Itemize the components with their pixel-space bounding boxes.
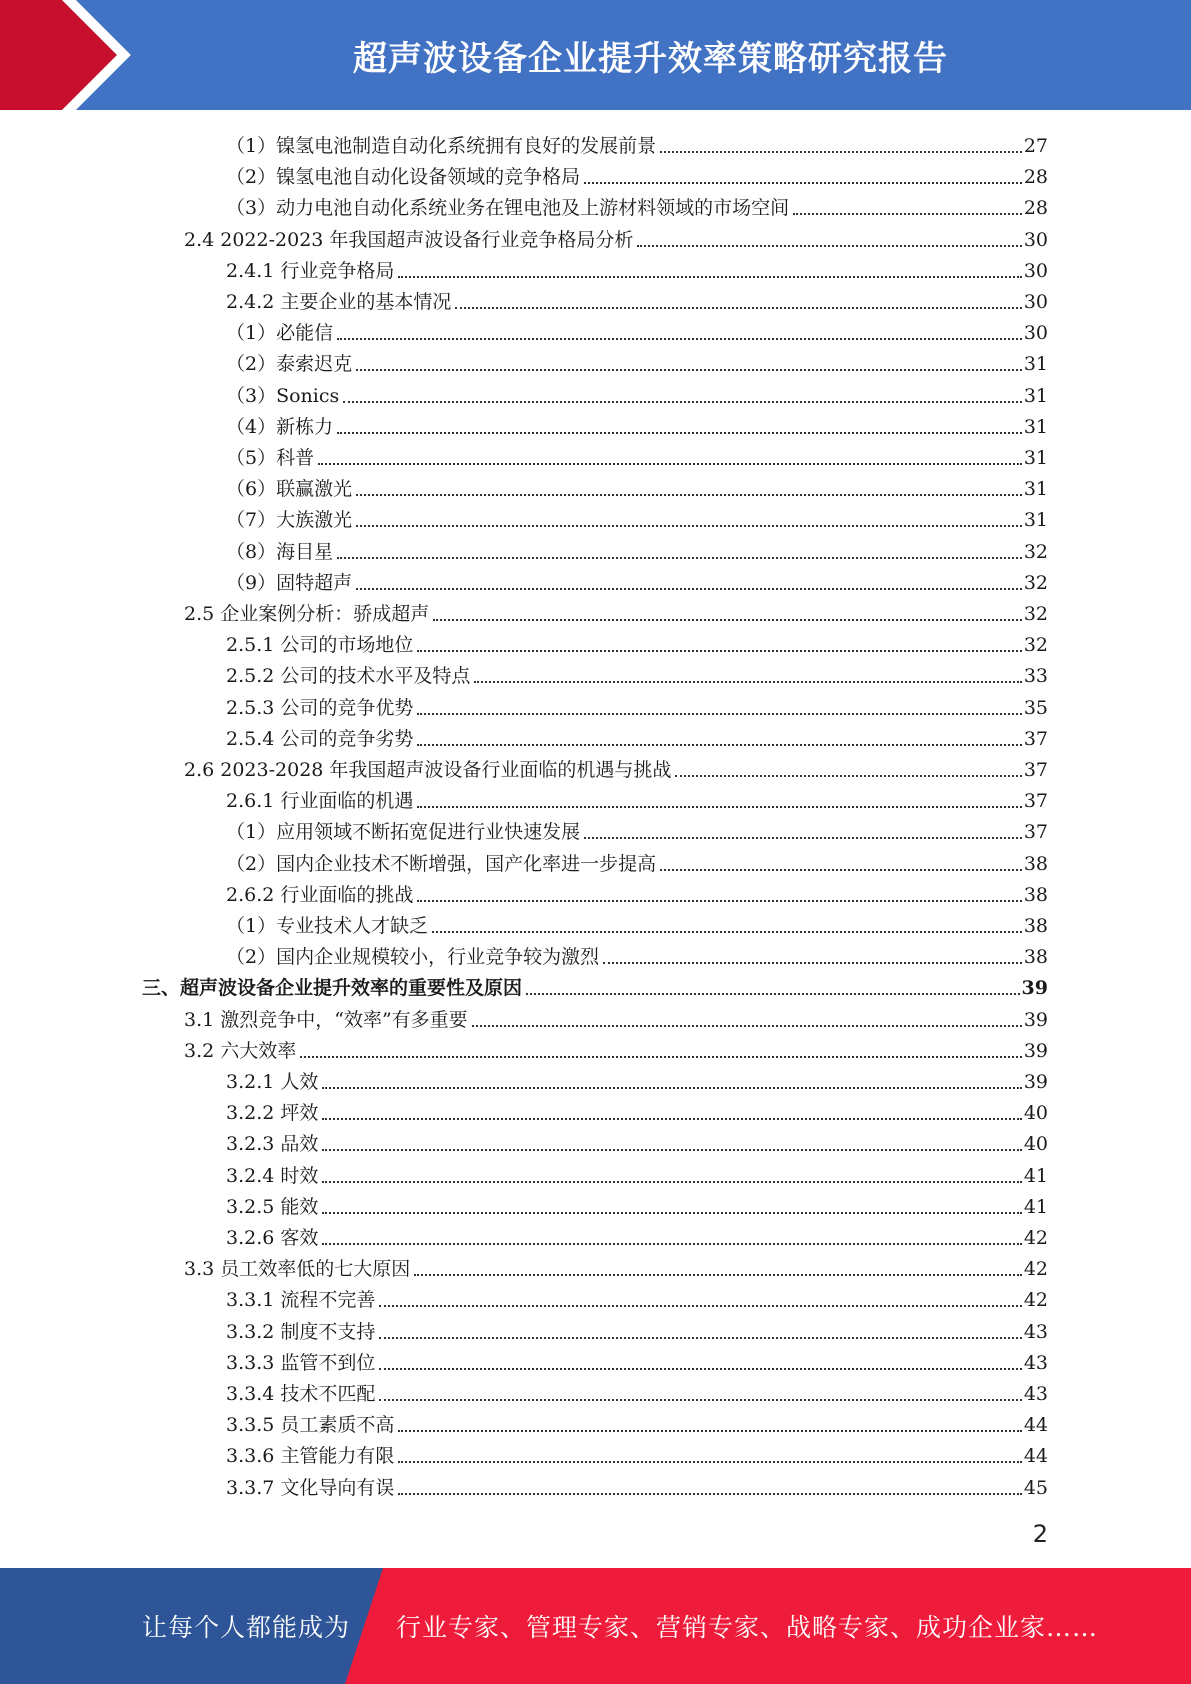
toc-entry-label: （3）动力电池自动化系统业务在锂电池及上游材料领域的市场空间 [226,197,790,220]
toc-entry-page: 40 [1023,1102,1048,1125]
toc-entry-label: （3）Sonics [226,384,340,407]
toc-dot-leader [398,1493,1021,1495]
toc-entry-page: 41 [1023,1164,1048,1187]
toc-dot-leader [318,463,1022,465]
toc-entry-label: 3.3.2 制度不支持 [226,1320,376,1343]
toc-entry[interactable] [184,1032,1048,1063]
toc-entry[interactable] [226,1188,1048,1219]
toc-entry-label: （5）科普 [226,447,315,469]
toc-entry[interactable] [226,813,1048,844]
toc-dot-leader [337,557,1022,559]
toc-entry[interactable] [226,252,1048,283]
toc-entry-label: 3.3.5 员工素质不高 [226,1414,395,1437]
toc-dot-leader [660,869,1022,871]
toc-entry-label: 2.5.2 公司的技术水平及特点 [226,665,471,688]
toc-entry-page: 31 [1023,509,1048,532]
toc-entry-label: （8）海目星 [226,540,334,563]
toc-entry-page: 32 [1023,540,1048,563]
toc-entry-label: （1）专业技术人才缺乏 [226,915,429,937]
toc-entry-page: 37 [1023,790,1048,813]
toc-entry[interactable] [226,1063,1048,1094]
toc-entry[interactable] [226,1344,1048,1375]
toc-entry-label: 3.2.5 能效 [226,1195,319,1218]
toc-entry-page: 39 [1023,1008,1048,1031]
toc-entry[interactable] [226,470,1048,501]
toc-entry-label: （6）联赢激光 [226,478,353,501]
footer-slogan-left: 让每个人都能成为 [142,1613,351,1642]
toc-dot-leader [322,1243,1021,1245]
toc-dot-leader [414,1274,1022,1276]
toc-entry[interactable] [226,876,1048,907]
toc-dot-leader [343,401,1022,403]
toc-entry[interactable] [226,1375,1048,1406]
toc-entry-page: 43 [1023,1383,1048,1405]
toc-entry[interactable] [226,439,1048,470]
toc-entry-page: 32 [1023,603,1048,625]
toc-entry-page: 44 [1023,1445,1048,1468]
toc-entry-page: 30 [1023,291,1048,313]
toc-entry-page: 40 [1023,1133,1048,1156]
toc-entry[interactable] [226,314,1048,345]
toc-entry-label: 2.5 企业案例分析：骄成超声 [184,603,430,625]
toc-entry-label: 2.5.3 公司的竞争优势 [226,696,414,719]
toc-entry[interactable] [184,751,1048,782]
toc-entry-page: 43 [1023,1320,1048,1343]
toc-dot-leader [417,744,1021,746]
toc-entry-label: 2.5.4 公司的竞争劣势 [226,727,414,750]
toc-entry-page: 32 [1023,634,1048,657]
page-header [0,0,1191,110]
toc-entry-label: （1）镍氢电池制造自动化系统拥有良好的发展前景 [226,135,657,157]
toc-dot-leader [322,1087,1021,1089]
toc-entry[interactable] [226,938,1048,969]
toc-entry-label: 3.2.6 客效 [226,1227,319,1249]
toc-entry[interactable] [226,782,1048,813]
toc-entry[interactable] [226,1406,1048,1437]
toc-entry-label: 2.6.1 行业面临的机遇 [226,790,414,813]
toc-entry-label: （1）应用领域不断拓宽促进行业快速发展 [226,821,581,844]
toc-entry[interactable] [226,1219,1048,1250]
report-title: 超声波设备企业提升效率策略研究报告 [353,38,948,79]
toc-entry-label: 2.6 2023-2028 年我国超声波设备行业面临的机遇与挑战 [184,759,672,781]
toc-entry-label: 3.2.1 人效 [226,1071,319,1093]
toc-entry-page: 30 [1023,228,1048,251]
toc-entry[interactable] [226,1313,1048,1344]
toc-entry[interactable] [226,689,1048,720]
toc-entry[interactable] [226,845,1048,876]
toc-entry-page: 33 [1023,665,1048,688]
toc-entry-label: （2）镍氢电池自动化设备领域的竞争格局 [226,166,581,189]
toc-dot-leader [356,525,1022,527]
toc-dot-leader [398,1461,1021,1463]
toc-dot-leader [379,1305,1021,1307]
toc-entry-page: 38 [1023,883,1048,906]
toc-dot-leader [417,900,1021,902]
toc-dot-leader [322,1212,1021,1214]
toc-entry-label: 3.2 六大效率 [184,1039,297,1062]
toc-entry-label: 3.3.6 主管能力有限 [226,1445,395,1468]
toc-dot-leader [322,1118,1021,1120]
toc-entry-page: 44 [1023,1414,1048,1437]
toc-dot-leader [379,1337,1021,1339]
toc-entry[interactable] [226,1157,1048,1188]
page-number: 2 [1032,1520,1048,1548]
toc-entry[interactable] [226,626,1048,657]
toc-entry[interactable] [226,533,1048,564]
toc-entry-page: 37 [1023,727,1048,750]
toc-entry-page: 37 [1023,821,1048,844]
toc-entry-page: 27 [1023,135,1048,157]
toc-entry-page: 38 [1023,946,1048,969]
toc-dot-leader [417,650,1021,652]
toc-dot-leader [322,1149,1021,1151]
toc-entry[interactable] [226,158,1048,189]
toc-entry-page: 31 [1023,415,1048,438]
toc-entry[interactable] [184,1001,1048,1032]
toc-entry-label: 三、超声波设备企业提升效率的重要性及原因 [142,977,523,1000]
toc-entry-page: 35 [1023,696,1048,719]
toc-entry[interactable] [226,408,1048,439]
toc-dot-leader [300,1056,1022,1058]
toc-entry-page: 38 [1023,852,1048,875]
toc-entry[interactable] [226,1281,1048,1312]
toc-dot-leader [417,806,1021,808]
toc-entry-page: 39 [1023,1039,1048,1062]
toc-dot-leader [433,619,1022,621]
toc-entry-label: 3.1 激烈竞争中，“效率”有多重要 [184,1008,468,1031]
toc-dot-leader [432,931,1022,933]
toc-entry-page: 31 [1023,478,1048,501]
toc-dot-leader [398,1430,1021,1432]
toc-dot-leader [356,494,1022,496]
toc-entry-label: 3.3 员工效率低的七大原因 [184,1258,411,1281]
toc-dot-leader [637,245,1021,247]
toc-entry-label: （9）固特超声 [226,571,353,594]
toc-entry-page: 31 [1023,447,1048,469]
toc-dot-leader [337,432,1022,434]
toc-entry[interactable] [184,595,1048,626]
toc-entry-label: （2）国内企业规模较小，行业竞争较为激烈 [226,946,600,969]
toc-entry-page: 28 [1023,166,1048,189]
toc-entry[interactable] [226,1437,1048,1468]
toc-entry-label: （2）泰索迟克 [226,353,353,376]
toc-entry-label: 3.2.4 时效 [226,1164,319,1187]
toc-dot-leader [455,307,1021,309]
toc-dot-leader [379,1368,1021,1370]
toc-entry-label: 3.2.3 品效 [226,1133,319,1156]
toc-entry-label: （7）大族激光 [226,509,353,532]
toc-dot-leader [603,962,1022,964]
toc-entry[interactable] [226,345,1048,376]
toc-entry[interactable] [226,907,1048,938]
toc-entry-label: 2.5.1 公司的市场地位 [226,634,414,657]
header-arrow-decoration [0,0,150,110]
toc-dot-leader [584,182,1022,184]
toc-entry[interactable] [226,189,1048,220]
toc-entry-label: 2.4.2 主要企业的基本情况 [226,291,452,313]
page-footer [0,1568,1191,1684]
toc-entry[interactable] [226,720,1048,751]
toc-entry[interactable] [226,1469,1048,1500]
toc-entry-page: 37 [1023,759,1048,781]
toc-entry-label: （1）必能信 [226,322,334,345]
toc-entry[interactable] [184,221,1048,252]
toc-entry-page: 39 [1021,977,1048,1000]
toc-dot-leader [417,713,1021,715]
toc-entry[interactable] [226,657,1048,688]
toc-entry-page: 30 [1023,322,1048,345]
toc-dot-leader [472,1025,1022,1027]
toc-entry-label: 3.3.7 文化导向有误 [226,1476,395,1499]
toc-dot-leader [660,151,1022,153]
toc-entry[interactable] [226,501,1048,532]
toc-entry[interactable] [226,1125,1048,1156]
toc-entry-page: 31 [1023,384,1048,407]
toc-entry-label: 3.3.4 技术不匹配 [226,1383,376,1405]
toc-dot-leader [398,276,1021,278]
toc-entry-page: 30 [1023,259,1048,282]
toc-entry-label: 3.3.1 流程不完善 [226,1289,376,1312]
toc-entry[interactable] [226,283,1048,314]
toc-entry[interactable] [184,1250,1048,1281]
toc-dot-leader [474,681,1021,683]
toc-entry-label: 2.6.2 行业面临的挑战 [226,883,414,906]
toc-entry-page: 31 [1023,353,1048,376]
toc-entry[interactable] [226,564,1048,595]
toc-entry-page: 38 [1023,915,1048,937]
toc-entry-label: （4）新栋力 [226,415,334,438]
toc-entry[interactable] [142,969,1048,1000]
toc-dot-leader [322,1181,1021,1183]
toc-dot-leader [356,588,1022,590]
toc-dot-leader [526,993,1020,995]
toc-entry[interactable] [226,1094,1048,1125]
toc-entry-label: （2）国内企业技术不断增强，国产化率进一步提高 [226,852,657,875]
toc-entry-page: 42 [1023,1227,1048,1249]
toc-entry-label: 2.4.1 行业竞争格局 [226,259,395,282]
toc-entry-page: 41 [1023,1195,1048,1218]
toc-entry-label: 3.3.3 监管不到位 [226,1351,376,1374]
toc-entry-page: 42 [1023,1258,1048,1281]
toc-entry-page: 28 [1023,197,1048,220]
toc-dot-leader [584,837,1022,839]
toc-entry-page: 45 [1023,1476,1048,1499]
toc-dot-leader [675,775,1021,777]
toc-entry-page: 43 [1023,1351,1048,1374]
toc-entry[interactable] [226,127,1048,158]
toc-entry-label: 2.4 2022-2023 年我国超声波设备行业竞争格局分析 [184,228,634,251]
toc-entry[interactable] [226,377,1048,408]
toc-dot-leader [356,369,1022,371]
toc-entry-page: 32 [1023,571,1048,594]
toc-entry-page: 42 [1023,1289,1048,1312]
toc-dot-leader [379,1399,1021,1401]
footer-slogan-right: 行业专家、管理专家、营销专家、战略专家、成功企业家…… [396,1613,1099,1642]
toc-entry-page: 39 [1023,1071,1048,1093]
toc-dot-leader [337,338,1022,340]
toc-dot-leader [793,213,1022,215]
toc-entry-label: 3.2.2 坪效 [226,1102,319,1125]
